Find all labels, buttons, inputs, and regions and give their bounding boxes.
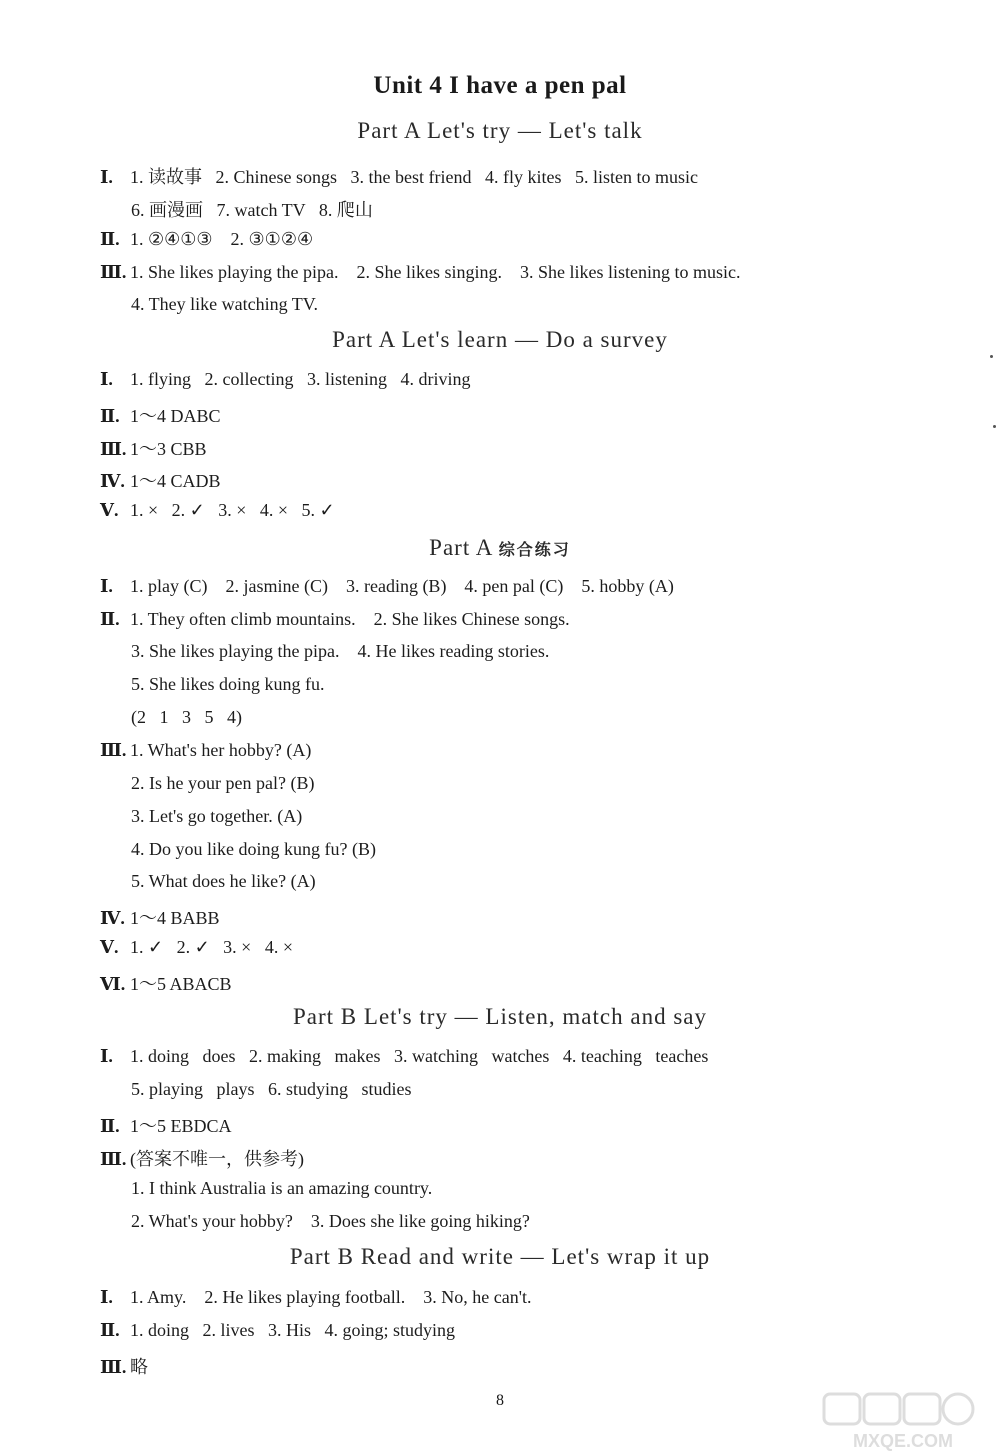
roman-numeral: Ⅱ. xyxy=(100,609,120,629)
answer-line xyxy=(100,262,740,283)
answer-line: 5. She likes doing kung fu. xyxy=(131,674,325,694)
roman-numeral: Ⅲ. xyxy=(100,262,127,282)
roman-numeral: Ⅳ. xyxy=(100,908,125,928)
answer-line xyxy=(100,937,293,958)
unit-title: Unit 4 I have a pen pal xyxy=(373,72,627,99)
answer-line xyxy=(100,229,313,250)
answer-line xyxy=(100,970,232,996)
section-heading: Part A Let's learn — Do a survey xyxy=(332,327,668,352)
answer-text: 1. doing does 2. making makes 3. watching watches 4. teaching teaches xyxy=(130,1046,709,1066)
roman-numeral: Ⅰ. xyxy=(100,167,113,187)
scan-speck xyxy=(993,425,996,428)
roman-numeral: Ⅱ. xyxy=(100,1116,120,1136)
roman-numeral: Ⅱ. xyxy=(100,1320,120,1340)
answer-text: 1. What's her hobby? (A) xyxy=(130,740,312,760)
roman-numeral: Ⅳ. xyxy=(100,471,125,491)
answer-line xyxy=(100,904,220,930)
section-heading-en: Part A xyxy=(429,535,499,560)
answer-line: 3. Let's go together. (A) xyxy=(131,806,303,826)
answer-line: 2. Is he your pen pal? (B) xyxy=(131,773,315,793)
answer-line xyxy=(100,163,698,189)
answer-text: 1. They often climb mountains. 2. She likes Chinese songs. xyxy=(130,609,570,629)
answer-text: 1～4 CADB xyxy=(130,471,221,491)
answer-text: (答案不唯一，供参考) xyxy=(130,1149,304,1169)
answer-line xyxy=(100,402,221,428)
watermark-logo xyxy=(818,1392,988,1452)
answer-line xyxy=(100,740,311,761)
scan-speck xyxy=(990,355,993,358)
answer-text: 1. × 2. ✓ 3. × 4. × 5. ✓ xyxy=(130,500,335,520)
answer-text: 略 xyxy=(130,1357,148,1377)
answer-line: 6. 画漫画 7. watch TV 8. 爬山 xyxy=(131,200,373,220)
roman-numeral: Ⅵ. xyxy=(100,974,126,994)
answer-line xyxy=(100,609,570,630)
section-heading: Part B Let's try — Listen, match and say xyxy=(293,1004,707,1029)
answer-text: 1. ②④①③ 2. ③①②④ xyxy=(130,229,314,249)
answer-line xyxy=(100,1112,232,1138)
answer-text: 1. doing 2. lives 3. His 4. going; studying xyxy=(130,1320,456,1340)
answer-line: 4. They like watching TV. xyxy=(131,294,318,314)
answer-text: 1～3 CBB xyxy=(130,439,207,459)
section-heading: Part B Read and write — Let's wrap it up xyxy=(289,1244,711,1269)
answer-line xyxy=(100,500,335,521)
answer-line xyxy=(100,1287,532,1308)
answer-line xyxy=(100,1320,455,1341)
answer-text: 1. Amy. 2. He likes playing football. 3. No, he can't. xyxy=(130,1287,532,1307)
roman-numeral: Ⅰ. xyxy=(100,369,113,389)
roman-numeral: Ⅱ. xyxy=(100,406,120,426)
answer-text: 1. She likes playing the pipa. 2. She likes singing. 3. She likes listening to music. xyxy=(130,262,741,282)
answer-text: 1～5 ABACB xyxy=(130,974,232,994)
answer-line xyxy=(100,576,674,597)
roman-numeral: Ⅴ. xyxy=(100,500,119,520)
roman-numeral: Ⅴ. xyxy=(100,937,119,957)
answer-line xyxy=(100,1353,148,1379)
answer-line: (2 1 3 5 4) xyxy=(131,707,242,727)
page-number: 8 xyxy=(496,1392,504,1409)
roman-numeral: Ⅲ. xyxy=(100,740,127,760)
answer-text: 1～4 BABB xyxy=(130,908,220,928)
roman-numeral: Ⅰ. xyxy=(100,1046,113,1066)
roman-numeral: Ⅱ. xyxy=(100,229,120,249)
answer-text: 1～5 EBDCA xyxy=(130,1116,232,1136)
section-heading: Part A Let's try — Let's talk xyxy=(357,118,643,143)
answer-line: 5. What does he like? (A) xyxy=(131,871,316,891)
answer-text: 1. play (C) 2. jasmine (C) 3. reading (B) 4. pen pal (C) 5. hobby (A) xyxy=(130,576,674,596)
roman-numeral: Ⅲ. xyxy=(100,1357,127,1377)
answer-line: 1. I think Australia is an amazing country. xyxy=(131,1178,433,1198)
answer-line xyxy=(100,467,221,493)
roman-numeral: Ⅲ. xyxy=(100,1149,127,1169)
answer-line: 3. She likes playing the pipa. 4. He likes reading stories. xyxy=(131,641,550,661)
answer-text: 1～4 DABC xyxy=(130,406,221,426)
answer-line xyxy=(100,435,207,461)
roman-numeral: Ⅰ. xyxy=(100,1287,113,1307)
answer-line: 2. What's your hobby? 3. Does she like going hiking? xyxy=(131,1211,530,1231)
answer-text: 1. 读故事 2. Chinese songs 3. the best friend 4. fly kites 5. listen to music xyxy=(130,167,698,187)
roman-numeral: Ⅲ. xyxy=(100,439,127,459)
answer-line: 4. Do you like doing kung fu? (B) xyxy=(131,839,376,859)
roman-numeral: Ⅰ. xyxy=(100,576,113,596)
answer-text: 1. flying 2. collecting 3. listening 4. driving xyxy=(130,369,471,389)
watermark-text: MXQE.COM xyxy=(852,1431,954,1451)
section-heading xyxy=(0,535,1000,561)
answer-text: 1. ✓ 2. ✓ 3. × 4. × xyxy=(130,937,293,957)
answer-line xyxy=(100,1145,304,1171)
answer-line: 5. playing plays 6. studying studies xyxy=(131,1079,412,1099)
section-heading-cn: 综合练习 xyxy=(498,542,571,559)
answer-line xyxy=(100,1046,708,1067)
answer-line xyxy=(100,369,470,390)
